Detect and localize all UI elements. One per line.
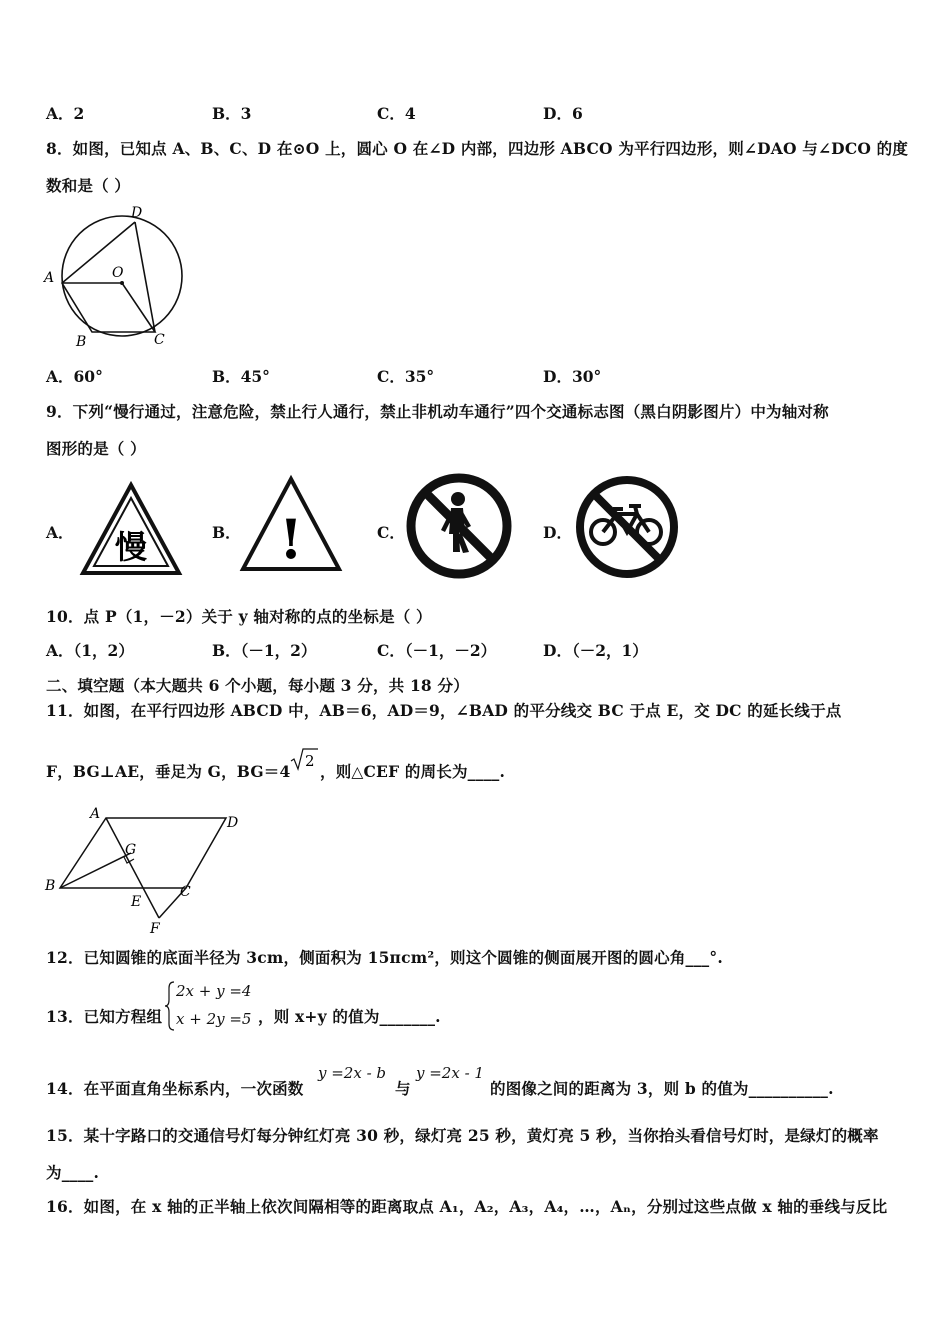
q11-label-g: G — [125, 842, 137, 858]
q11-label-d: D — [227, 815, 239, 831]
danger-sign-icon — [238, 474, 344, 574]
q13-suffix: ，则 x+y 的值为_______. — [258, 1007, 441, 1026]
q11-stem-line1: 11．如图，在平行四边形 ABCD 中，AB＝6，AD＝9，∠BAD 的平分线交 BC 于点 E，交 DC 的延长线于点 — [46, 701, 842, 720]
q12-stem: 12．已知圆锥的底面半径为 3cm，侧面积为 15πcm²，则这个圆锥的侧面展开图的圆心角___°. — [46, 948, 723, 967]
q8-label-d: D — [131, 205, 143, 221]
q8-label-a: A — [44, 270, 55, 286]
q13-system-brace — [164, 980, 176, 1032]
q10-option-b: B．（－1，2） — [212, 641, 317, 660]
q8-option-d: D．30° — [543, 367, 602, 386]
q10-option-a: A．（1，2） — [46, 641, 134, 660]
q8-circle-figure — [40, 200, 195, 350]
no-pedestrian-sign-icon — [405, 472, 513, 580]
q10-option-c: C．（－1，－2） — [377, 641, 497, 660]
q16-stem-line1: 16．如图，在 x 轴的正半轴上依次间隔相等的距离取点 A₁，A₂，A₃，A₄，…，Aₙ，分别过这些点做 x 轴的垂线与反比 — [46, 1197, 888, 1216]
q14-function-2: y =2x - 1 — [416, 1064, 484, 1082]
q11-label-f: F — [150, 921, 160, 937]
q15-stem-line2: 为____. — [46, 1163, 100, 1182]
q8-label-c: C — [154, 332, 165, 348]
no-bicycle-sign-icon — [573, 474, 681, 580]
q14-suffix: 的图像之间的距离为 3，则 b 的值为__________. — [490, 1079, 834, 1098]
q11-label-b: B — [45, 878, 56, 894]
q9-option-c-label: C． — [377, 523, 405, 542]
q10-option-d: D．（－2，1） — [543, 641, 648, 660]
q7-option-b: B．3 — [212, 104, 252, 123]
q9-stem-line2: 图形的是（ ） — [46, 439, 146, 458]
q8-option-c: C．35° — [377, 367, 435, 386]
q8-stem-line2: 数和是（ ） — [46, 176, 131, 195]
q13-prefix: 13．已知方程组 — [46, 1007, 163, 1026]
slow-sign-icon — [78, 480, 184, 578]
q11-stem-line2a: F，BG⊥AE，垂足为 G，BG＝4 — [46, 762, 291, 781]
q11-label-a: A — [90, 806, 101, 822]
q9-option-d-label: D． — [543, 523, 572, 542]
q10-stem: 10．点 P（1，－2）关于 y 轴对称的点的坐标是（ ） — [46, 607, 432, 626]
q14-function-1: y =2x - b — [318, 1064, 387, 1082]
q8-option-a: A．60° — [46, 367, 103, 386]
q7-option-d: D．6 — [543, 104, 583, 123]
q11-label-e: E — [131, 894, 142, 910]
q8-stem-line1: 8．如图，已知点 A、B、C、D 在⊙O 上，圆心 O 在∠D 内部，四边形 ABCO 为平行四边形，则∠DAO 与∠DCO 的度 — [46, 139, 909, 158]
q13-equation-2: x + 2y =5 — [176, 1010, 252, 1028]
q8-option-b: B．45° — [212, 367, 270, 386]
slow-sign-char: 慢 — [114, 528, 148, 566]
q8-label-o: O — [112, 265, 124, 281]
q7-option-c: C．4 — [377, 104, 416, 123]
q13-equation-1: 2x + y =4 — [176, 982, 252, 1000]
q9-stem-line1: 9．下列“慢行通过，注意危险，禁止行人通行，禁止非机动车通行”四个交通标志图（黑白阴影图片）中为轴对称 — [46, 402, 829, 421]
q11-stem-line2b: ，则△CEF 的周长为____. — [320, 762, 506, 781]
q11-label-c: C — [180, 884, 191, 900]
section2-title: 二、填空题（本大题共 6 个小题，每小题 3 分，共 18 分） — [46, 676, 469, 695]
q8-label-b: B — [76, 334, 87, 350]
q15-stem-line1: 15．某十字路口的交通信号灯每分钟红灯亮 30 秒，绿灯亮 25 秒，黄灯亮 5 秒，当你抬头看信号灯时，是绿灯的概率 — [46, 1126, 879, 1145]
q14-prefix: 14．在平面直角坐标系内，一次函数 — [46, 1079, 304, 1098]
q14-mid: 与 — [395, 1079, 411, 1098]
q11-parallelogram-figure — [40, 806, 250, 938]
q7-option-a: A．2 — [46, 104, 85, 123]
q9-option-a-label: A． — [46, 523, 74, 542]
q11-sqrt-radicand: 2 — [305, 752, 315, 770]
q11-sqrt-expression — [289, 746, 319, 772]
danger-sign-char: ! — [279, 507, 303, 571]
q9-option-b-label: B． — [212, 523, 241, 542]
